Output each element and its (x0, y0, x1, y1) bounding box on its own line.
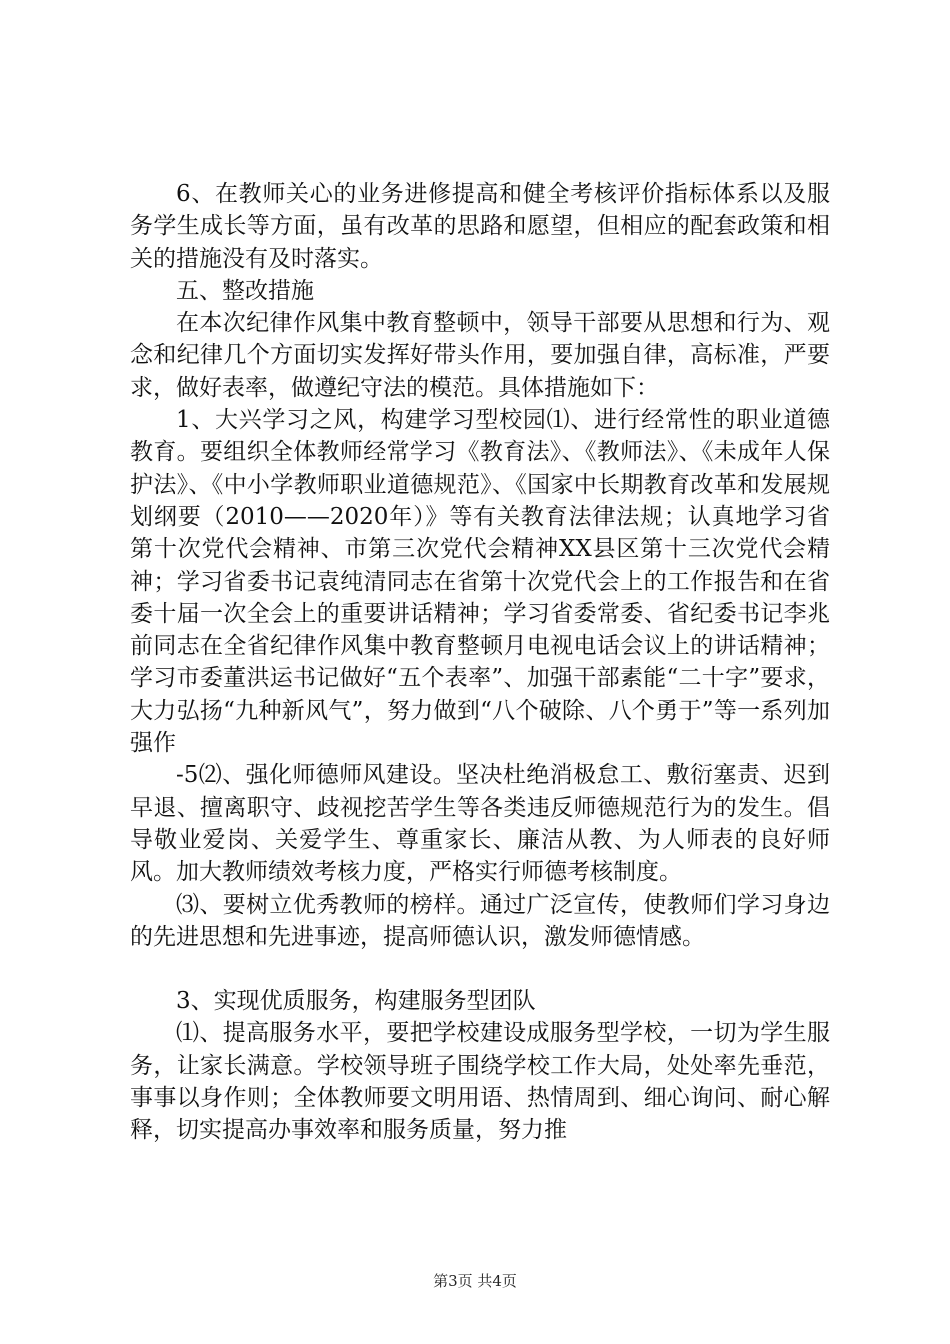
section-heading-service-team: 3、实现优质服务，构建服务型团队 (176, 988, 536, 1015)
paragraph-gap (130, 953, 830, 985)
paragraph-learning-campus: 1、大兴学习之风，构建学习型校园⑴、进行经常性的职业道德教育。要组织全体教师经常学习《教育法》、《教师法》、《未成年人保护法》、《中小学教师职业道德规范》、《国家中长期教育改革和发展规划纲要（2010——2020年）》等有关教育法律法规；认真地学习省第十次党代会精神、市第三次党代会精神XX县区第十三次党代会精神；学习省委书记袁纯清同志在省第十次党代会上的工作报告和在省委十届一次全会上的重要讲话精神；学习省委常委、省纪委书记李兆前同志在全省纪律作风集中教育整顿月电视电话会议上的讲话精神；学习市委董洪运书记做好“五个表率”、加强干部素能“二十字”要求，大力弘扬“九种新风气”，努力做到“八个破除、八个勇于”等一系列加强作 (130, 407, 830, 757)
section-heading-rectification: 五、整改措施 (176, 277, 314, 304)
document-body (130, 178, 830, 1147)
paragraph-service-level: ⑴、提高服务水平，要把学校建设成服务型学校，一切为学生服务，让家长满意。学校领导班子围绕学校工作大局，处处率先垂范，事事以身作则；全体教师要文明用语、热情周到、细心询问、耐心解释，切实提高办事效率和服务质量，努力推 (130, 1020, 830, 1144)
paragraph-role-models: ⑶、要树立优秀教师的榜样。通过广泛宣传，使教师们学习身边的先进思想和先进事迹，提高师德认识，激发师德情感。 (130, 891, 830, 950)
paragraph-item-6: 6、在教师关心的业务进修提高和健全考核评价指标体系以及服务学生成长等方面，虽有改革的思路和愿望，但相应的配套政策和相关的措施没有及时落实。 (130, 181, 830, 272)
paragraph-rectification-intro: 在本次纪律作风集中教育整顿中，领导干部要从思想和行为、观念和纪律几个方面切实发挥好带头作用，要加强自律，高标准，严要求，做好表率，做遵纪守法的模范。具体措施如下： (130, 310, 830, 401)
page-footer: 第3页 共4页 (433, 1272, 517, 1290)
paragraph-teacher-ethics: -5⑵、强化师德师风建设。坚决杜绝消极怠工、敷衍塞责、迟到早退、擅离职守、歧视挖苦学生等各类违反师德规范行为的发生。倡导敬业爱岗、关爱学生、尊重家长、廉洁从教、为人师表的良好师风。加大教师绩效考核力度，严格实行师德考核制度。 (130, 762, 830, 886)
